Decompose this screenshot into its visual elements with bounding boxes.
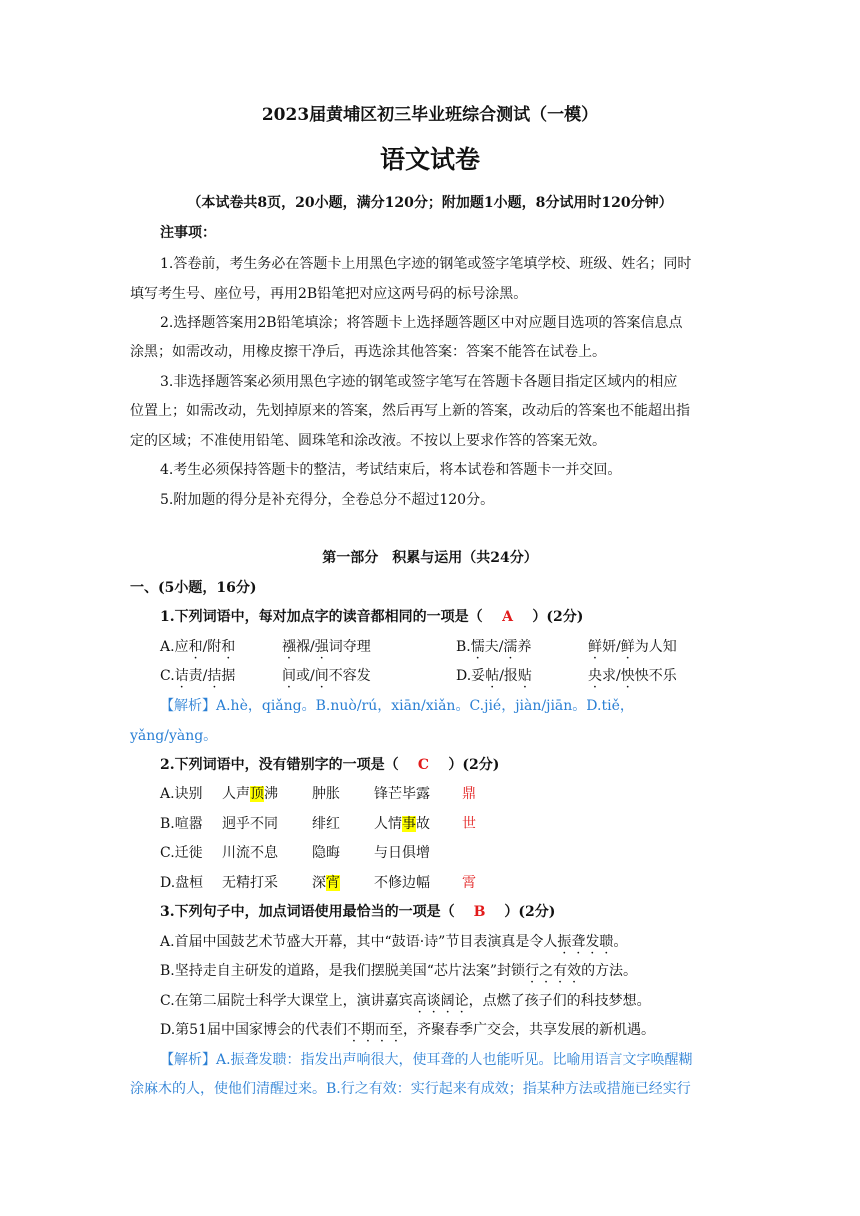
question-3-analysis: 【解析】A.振聋发聩：指发出声响很大，使耳聋的人也能听见。比喻用语言文字唤醒糊	[160, 1052, 693, 1068]
option-d-word1: D.妥帖/报贴	[456, 668, 532, 684]
question-3-option-b: B.坚持走自主研发的道路，是我们摆脱美国“芯片法案”封锁行之有效的方法。	[160, 963, 638, 979]
question-stem-text: 3.下列句子中，加点词语使用最恰当的一项是（	[160, 904, 455, 920]
option-word: 人情事故	[374, 816, 430, 832]
question-score: ）(2分)	[504, 904, 556, 920]
question-answer: A	[502, 609, 513, 625]
option-word: 隐晦	[312, 845, 340, 861]
option-c-word2: 间或/间不容发	[282, 668, 371, 684]
option-word: 无精打采	[222, 875, 278, 891]
exam-title: 2023届黄埔区初三毕业班综合测试（一模）	[261, 105, 599, 125]
question-3-analysis-cont: 涂麻木的人，使他们清醒过来。B.行之有效：实行起来有成效；指某种方法或措施已经实行	[130, 1081, 691, 1097]
note-line: 1.答卷前，考生务必在答题卡上用黑色字迹的钢笔或签字笔填学校、班级、姓名；同时	[160, 256, 692, 272]
question-1-analysis-cont: yǎng/yàng。	[130, 728, 218, 744]
note-line: 3.非选择题答案必须用黑色字迹的钢笔或签字笔写在答题卡各题目指定区域内的相应	[160, 374, 678, 390]
question-stem-text: 2.下列词语中，没有错别字的一项是（	[160, 757, 399, 773]
exam-info: （本试卷共8页，20小题，满分120分；附加题1小题，8分试用时120分钟）	[187, 195, 673, 211]
note-line: 2.选择题答案用2B铅笔填涂；将答题卡上选择题答题区中对应题目选项的答案信息点	[160, 315, 683, 331]
note-line: 定的区域；不准使用铅笔、圆珠笔和涂改液。不按以上要求作答的答案无效。	[130, 433, 606, 449]
question-3-option-d: D.第51届中国家博会的代表们不期而至，齐聚春季广交会，共享发展的新机遇。	[160, 1022, 655, 1038]
option-word: 不修边幅	[374, 875, 430, 891]
question-score: ）(2分)	[448, 757, 500, 773]
question-2-stem	[160, 755, 499, 775]
question-3-option-c: C.在第二届院士科学大课堂上，演讲嘉宾高谈阔论，点燃了孩子们的科技梦想。	[160, 993, 651, 1009]
option-b-word2: 鲜妍/鲜为人知	[588, 639, 677, 655]
note-line: 位置上；如需改动，先划掉原来的答案，然后再写上新的答案，改动后的答案也不能超出指	[130, 403, 690, 419]
option-a-word1: A.应和/附和	[160, 639, 236, 655]
note-line: 4.考生必须保持答题卡的整洁，考试结束后，将本试卷和答题卡一并交回。	[160, 462, 622, 478]
option-word: 与日俱增	[374, 845, 430, 861]
option-word: 锋芒毕露	[374, 786, 430, 802]
note-line: 填写考生号、座位号，再用2B铅笔把对应这两号码的标号涂黑。	[130, 286, 528, 302]
option-label: D.盘桓	[160, 875, 204, 891]
option-word: 川流不息	[222, 845, 278, 861]
question-answer: B	[473, 904, 486, 920]
question-answer: C	[417, 757, 430, 773]
option-label: B.喧嚣	[160, 816, 203, 832]
question-1-analysis: 【解析】A.hè，qiǎng。B.nuò/rú，xiān/xiǎn。C.jié，jiàn/jiān。D.tiě，	[160, 698, 634, 714]
option-word: 迥乎不同	[222, 816, 278, 832]
option-b-word1: B.懦夫/濡养	[456, 639, 532, 655]
question-score: ）(2分)	[532, 609, 584, 625]
question-3-stem	[160, 902, 555, 922]
option-a-word2: 襁褓/强词夺理	[282, 639, 371, 655]
option-word: 人声顶沸	[222, 786, 278, 802]
option-label: A.诀别	[160, 786, 203, 802]
subject-title: 语文试卷	[379, 145, 480, 174]
part-title: 第一部分 积累与运用（共24分）	[322, 550, 538, 566]
option-word: 深宵	[312, 875, 340, 891]
option-word: 绯红	[312, 816, 340, 832]
note-line: 涂黑；如需改动，用橡皮擦干净后，再选涂其他答案：答案不能答在试卷上。	[130, 344, 606, 360]
notes-heading: 注事项：	[160, 225, 216, 241]
option-label: C.迁徙	[160, 845, 203, 861]
note-line: 5.附加题的得分是补充得分，全卷总分不超过120分。	[160, 492, 495, 508]
option-d-word2: 央求/怏怏不乐	[588, 668, 677, 684]
correction-mark: 鼎	[462, 786, 476, 802]
question-stem-text: 1.下列词语中，每对加点字的读音都相同的一项是（	[160, 609, 483, 625]
option-word: 肿胀	[312, 786, 340, 802]
correction-mark: 世	[462, 816, 476, 832]
correction-mark: 霄	[462, 875, 476, 891]
question-3-option-a: A.首届中国鼓艺术节盛大开幕，其中“鼓语·诗”节目表演真是令人振聋发聩。	[160, 934, 628, 950]
section-heading: 一、(5小题，16分)	[130, 580, 257, 596]
option-c-word1: C.诘责/拮据	[160, 668, 236, 684]
question-1-stem	[160, 607, 583, 627]
